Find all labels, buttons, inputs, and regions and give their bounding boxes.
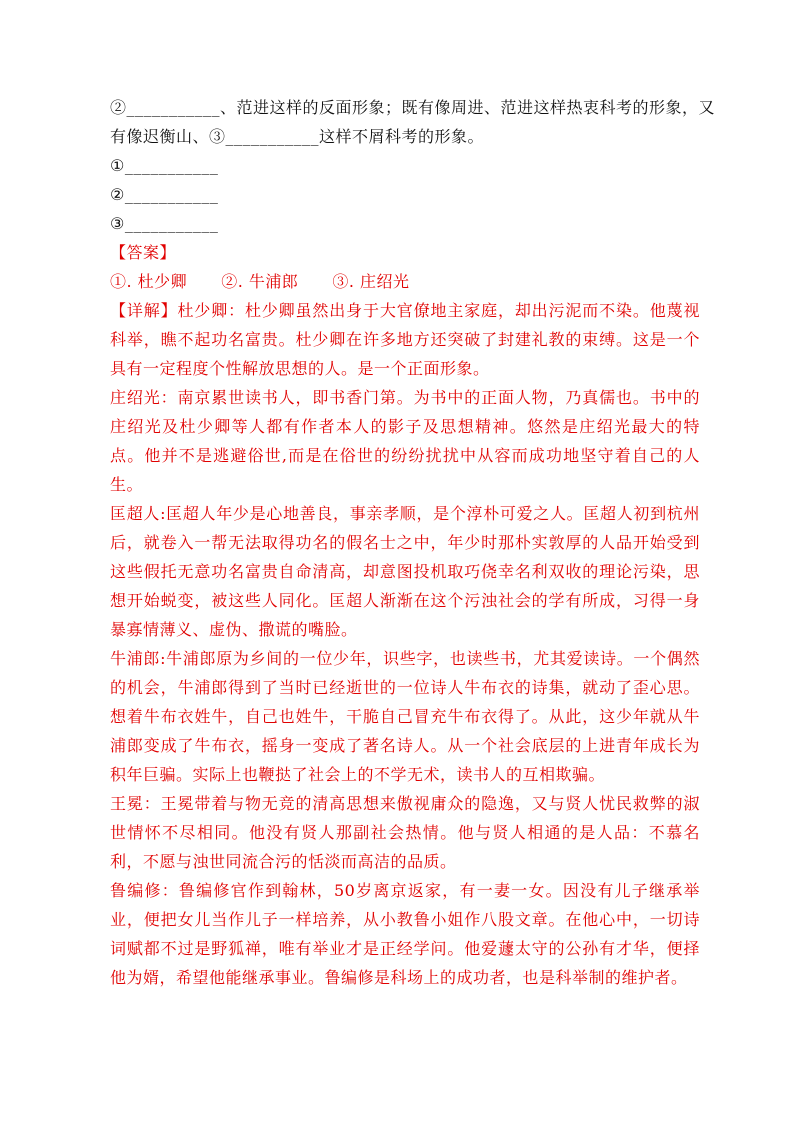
explanation-paragraph-5: 王冕：王冕带着与物无竞的清高思想来傲视庸众的隐逸，又与贤人忧民救弊的淑世情怀不尽相同。他没有贤人那副社会热情。他与贤人相通的是人品：不慕名利，不愿与浊世同流合污的恬淡而高洁的品质。: [110, 794, 700, 871]
explanation-paragraph-3: 匡超人:匡超人年少是心地善良，事亲孝顺，是个淳朴可爱之人。匡超人初到杭州后，就卷入一帮无法取得功名的假名士之中，年少时那朴实敦厚的人品开始受到这些假托无意功名富贵自命清高，却意图投机取巧侥幸名利双收的理论污染，思想开始蜕变，被这些人同化。匡超人渐渐在这个污浊社会的学有所成，习得一身暴寡情薄义、虚伪、撒谎的嘴脸。: [110, 504, 700, 639]
question-line-1: ②___________、范进这样的反面形象；既有像周进、范进这样热衷科考的形象，又: [110, 98, 716, 117]
explanation-paragraph-1: 【详解】杜少卿：杜少卿虽然出身于大官僚地主家庭，却出污泥而不染。他蔑视科举，瞧不起功名富贵。杜少卿在许多地方还突破了封建礼教的束缚。这是一个具有一定程度个性解放思想的人。是一个正面形象。: [110, 301, 700, 378]
blank-1: ①___________: [110, 156, 219, 175]
question-line-2: 有像迟衡山、③___________这样不屑科考的形象。: [110, 127, 485, 146]
document-page: [110, 93, 716, 992]
answer-item-3: ③. 庄绍光: [332, 272, 410, 291]
answer-item-2: ②. 牛浦郎: [221, 272, 299, 291]
explanation-paragraph-2: 庄绍光：南京累世读书人，即书香门第。为书中的正面人物，乃真儒也。书中的庄绍光及杜少卿等人都有作者本人的影子及思想精神。悠然是庄绍光最大的特点。他并不是逃避俗世,而是在俗世的纷纷扰扰中从容而成功地坚守着自己的人生。: [110, 388, 700, 494]
explanation-paragraph-4: 牛浦郎:牛浦郎原为乡间的一位少年，识些字，也读些书，尤其爱读诗。一个偶然的机会，牛浦郎得到了当时已经逝世的一位诗人牛布衣的诗集，就动了歪心思。想着牛布衣姓牛，自己也姓牛，干脆自己冒充牛布衣得了。从此，这少年就从牛浦郎变成了牛布衣，摇身一变成了著名诗人。从一个社会底层的上进青年成长为积年巨骗。实际上也鞭挞了社会上的不学无术，读书人的互相欺骗。: [110, 649, 700, 784]
blank-2: ②___________: [110, 185, 219, 204]
answer-items: [110, 267, 700, 296]
blank-3: ③___________: [110, 214, 219, 233]
answer-item-1: ①. 杜少卿: [110, 272, 188, 291]
answer-header: 【答案】: [110, 243, 177, 262]
explanation-paragraph-6: 鲁编修：鲁编修官作到翰林，50岁离京返家，有一妻一女。因没有儿子继承举业，便把女儿当作儿子一样培养，从小教鲁小姐作八股文章。在他心中，一切诗词赋都不过是野狐禅，唯有举业才是正经学问。他爱蘧太守的公孙有才华，便择他为婿，希望他能继承事业。鲁编修是科场上的成功者，也是科举制的维护者。: [110, 881, 700, 987]
